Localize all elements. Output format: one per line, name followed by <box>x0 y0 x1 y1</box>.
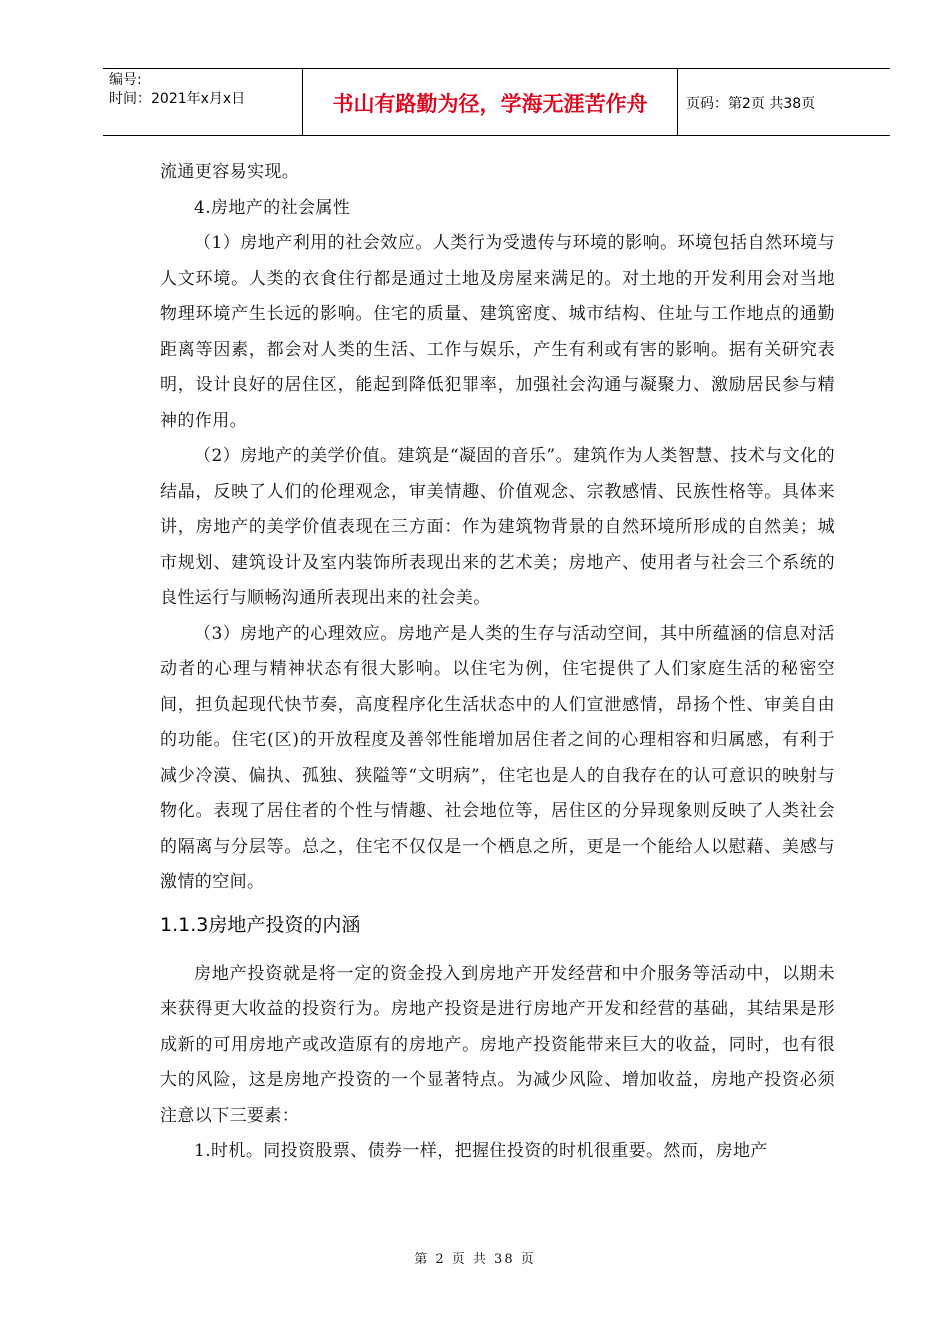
paragraph: 1.时机。同投资股票、债券一样，把握住投资的时机很重要。然而，房地产 <box>194 1141 768 1161</box>
paragraph: 流通更容易实现。 <box>160 162 300 182</box>
paragraph: （2）房地产的美学价值。建筑是“凝固的音乐”。建筑作为人类智慧、技术与文化的结晶，反映了人们的伦理观念，审美情趣、价值观念、宗教感情、民族性格等。具体来讲，房地产的美学价值表现在三方面：作为建筑物背景的自然环境所形成的自然美；城市规划、建筑设计及室内装饰所表现出来的艺术美；房地产、使用者与社会三个系统的良性运行与顺畅沟通所表现出来的社会美。 <box>160 446 835 608</box>
document-body <box>160 155 835 1170</box>
paragraph: （1）房地产利用的社会效应。人类行为受遗传与环境的影响。环境包括自然环境与人文环境。人类的衣食住行都是通过土地及房屋来满足的。对土地的开发利用会对当地物理环境产生长远的影响。住宅的质量、建筑密度、城市结构、住址与工作地点的通勤距离等因素，都会对人类的生活、工作与娱乐，产生有利或有害的影响。据有关研究表明，设计良好的居住区，能起到降低犯罪率，加强社会沟通与凝聚力、激励居民参与精神的作用。 <box>160 233 835 431</box>
paragraph: 房地产投资就是将一定的资金投入到房地产开发经营和中介服务等活动中，以期未来获得更大收益的投资行为。房地产投资是进行房地产开发和经营的基础，其结果是形成新的可用房地产或改造原有的房地产。房地产投资能带来巨大的收益，同时，也有很大的风险，这是房地产投资的一个显著特点。为减少风险、增加收益，房地产投资必须注意以下三要素： <box>160 963 835 1126</box>
subsection-title: 4.房地产的社会属性 <box>194 197 351 218</box>
header-page-info: 页码：第2页 共38页 <box>686 96 816 112</box>
header-meta <box>103 69 303 135</box>
page-footer: 第 2 页 共 38 页 <box>414 1252 536 1267</box>
paragraph: （3）房地产的心理效应。房地产是人类的生存与活动空间，其中所蕴涵的信息对活动者的心理与精神状态有很大影响。以住宅为例，住宅提供了人们家庭生活的秘密空间，担负起现代快节奏，高度程序化生活状态中的人们宣泄感情，昂扬个性、审美自由的功能。住宅(区)的开放程度及善邻性能增加居住者之间的心理相容和归属感，有利于减少冷漠、偏执、孤独、狭隘等“文明病”，住宅也是人的自我存在的认可意识的映射与物化。表现了居住者的个性与情趣、社会地位等，居住区的分异现象则反映了人类社会的隔离与分层等。总之，住宅不仅仅是一个栖息之所，更是一个能给人以慰藉、美感与激情的空间。 <box>160 623 835 892</box>
page-header <box>103 68 890 136</box>
serial-number-label: 编号: <box>109 72 142 88</box>
section-heading: 1.1.3房地产投资的内涵 <box>160 913 361 936</box>
header-motto: 书山有路勤为径，学海无涯苦作舟 <box>303 69 678 135</box>
time-label: 时间：2021年x月x日 <box>109 91 246 107</box>
